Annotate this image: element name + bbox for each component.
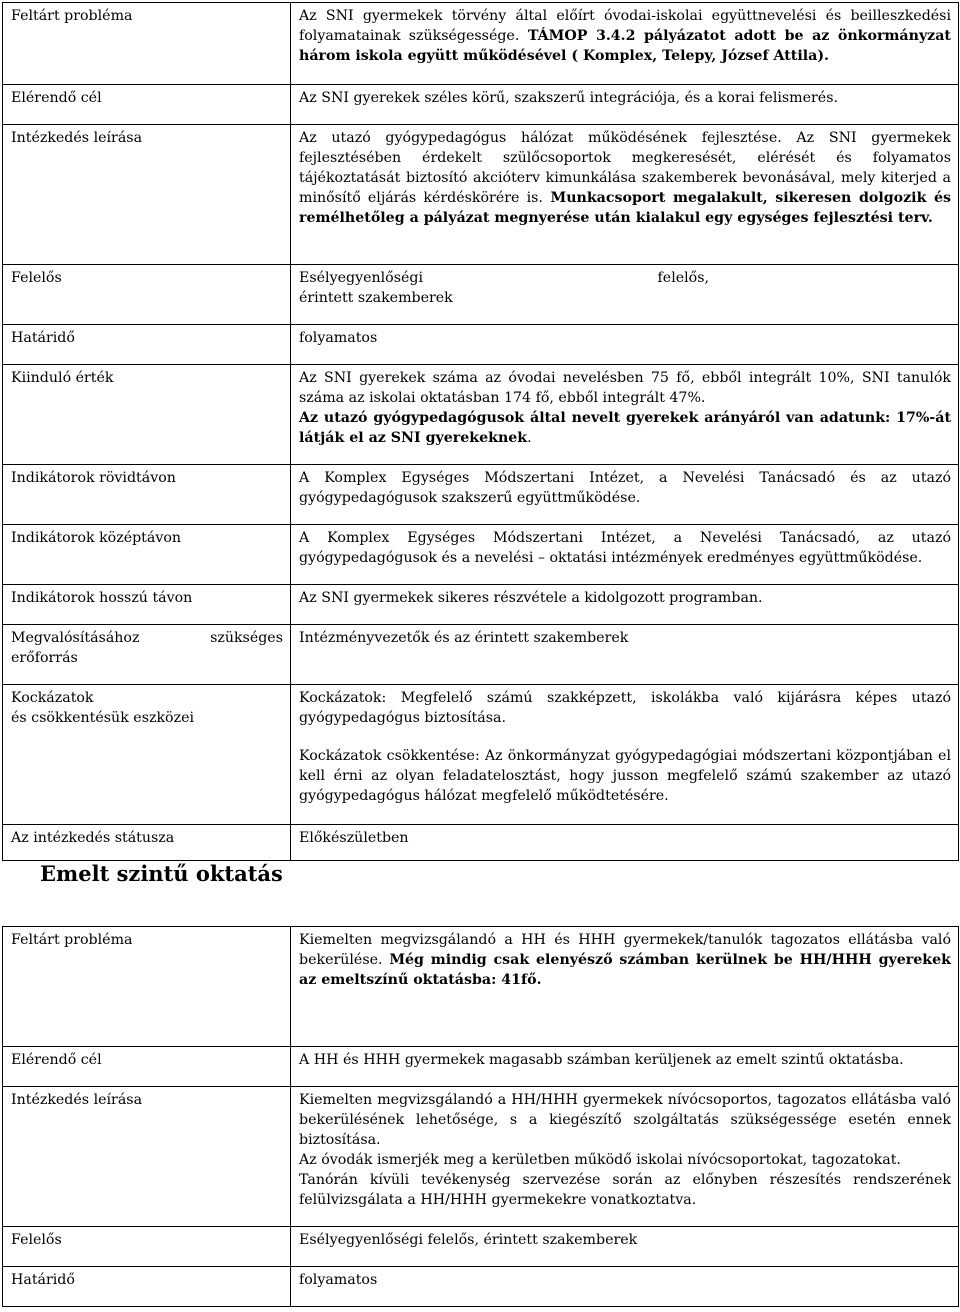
intezkedes-2-text-2: Az óvodák ismerjék meg a kerületben működő iskolai nívócsoportokat, tagozatokat.: [299, 1152, 901, 1168]
label-elerendo-cel: Elérendő cél: [3, 85, 291, 125]
value-feltart-problema-2: [291, 927, 959, 1047]
value-elerendo-cel-2: A HH és HHH gyermekek magasabb számban kerüljenek az emelt szintű oktatásba.: [291, 1047, 959, 1087]
eroforras-label-b: szükséges: [210, 630, 283, 646]
kockazatok-text-2: Kockázatok csökkentése: Az önkormányzat gyógypedagógiai módszertani központjában el kell érni az olyan feladatelosztást, hogy jusson megfelelő számú szakember az utazó gyógypedagógus hálózat megfelelő működtetésére.: [299, 748, 951, 804]
intezkedes-2-text-3: Tanórán kívüli tevékenység szervezése során az előnyben részesítés rendszerének felülvizsgálata a HH/HHH gyermekekre vonatkoztatva.: [299, 1172, 951, 1208]
row-hatarido: [3, 325, 959, 365]
label-statusz: Az intézkedés státusza: [3, 825, 291, 861]
feltart-2-bold-text: Még mindig csak elenyésző számban kerülnek be HH/HHH gyerekek az emeltszínű oktatásba: 41fő.: [299, 952, 951, 988]
felelos-part-b: felelős,: [657, 270, 709, 286]
value-indikatorok-rovidtavon: A Komplex Egységes Módszertani Intézet, a Nevelési Tanácsadó és az utazó gyógypedagógusok szakszerű együttműködése.: [291, 465, 959, 525]
row-indikatorok-hosszu-tavon: [3, 585, 959, 625]
value-kockazatok: [291, 685, 959, 825]
label-feltart-problema-2: Feltárt probléma: [3, 927, 291, 1047]
value-eroforras: Intézményvezetők és az érintett szakemberek: [291, 625, 959, 685]
measure-table-emelt: [2, 926, 959, 1307]
eroforras-label-a: Megvalósításához: [11, 630, 140, 646]
intezkedes-2-text-1: Kiemelten megvizsgálandó a HH/HHH gyermekek nívócsoportos, tagozatos ellátásba való bekerülésének lehetősége, s a kiegészítő szolgáltatás szükségessége esetén ennek biztosítása.: [299, 1092, 951, 1148]
value-hatarido-2: folyamatos: [291, 1267, 959, 1307]
kockazatok-text-1: Kockázatok: Megfelelő számú szakképzett, iskolákba való kijárásra képes utazó gyógypedagógus biztosítása.: [299, 690, 951, 726]
label-hatarido: Határidő: [3, 325, 291, 365]
section-heading: Emelt szintű oktatás: [40, 861, 283, 886]
kiindulo-bold-text: Az utazó gyógypedagógusok által nevelt gyerekek arányáról van adatunk: 17%-át látják el az SNI gyerekeknek: [299, 410, 951, 446]
label-indikatorok-rovidtavon: Indikátorok rövidtávon: [3, 465, 291, 525]
row-kockazatok: [3, 685, 959, 825]
label-kiindulo-ertek: Kiinduló érték: [3, 365, 291, 465]
row-indikatorok-koeptavon: [3, 525, 959, 585]
label-elerendo-cel-2: Elérendő cél: [3, 1047, 291, 1087]
row-felelos-2: [3, 1227, 959, 1267]
feltart-2-text: Kiemelten megvizsgálandó a HH és HHH gyermekek/tanulók tagozatos ellátásba való bekerülése.: [299, 932, 951, 968]
value-felelos: [291, 265, 959, 325]
label-felelos-2: Felelős: [3, 1227, 291, 1267]
value-elerendo-cel: Az SNI gyerekek széles körű, szakszerű integrációja, és a korai felismerés.: [291, 85, 959, 125]
row-hatarido-2: [3, 1267, 959, 1307]
value-felelos-2: Esélyegyenlőségi felelős, érintett szakemberek: [291, 1227, 959, 1267]
feltart-text: Az SNI gyermekek törvény által előírt óvodai-iskolai együttnevelési és beilleszkedési folyamatainak szükségessége.: [299, 8, 951, 44]
row-intezkedes-leirasa-2: [3, 1087, 959, 1227]
intezkedes-bold-text: Munkacsoport megalakult, sikeresen dolgozik és remélhetőleg a pályázat megnyerése után kialakul egy egységes fejlesztési terv.: [299, 190, 952, 226]
measure-table-sni: [2, 2, 959, 861]
row-feltart-problema: [3, 3, 959, 85]
label-kockazatok: [3, 685, 291, 825]
value-indikatorok-kozeptavon: A Komplex Egységes Módszertani Intézet, a Nevelési Tanácsadó, az utazó gyógypedagógusok és a nevelési – oktatási intézmények eredményes együttműködése.: [291, 525, 959, 585]
label-felelos: Felelős: [3, 265, 291, 325]
kockazatok-label-a: Kockázatok: [11, 690, 94, 706]
value-kiindulo-ertek: [291, 365, 959, 465]
row-felelos: [3, 265, 959, 325]
label-intezkedes-leirasa-2: Intézkedés leírása: [3, 1087, 291, 1227]
label-intezkedes-leirasa: Intézkedés leírása: [3, 125, 291, 265]
value-indikatorok-hosszu-tavon: Az SNI gyermekek sikeres részvétele a kidolgozott programban.: [291, 585, 959, 625]
label-indikatorok-kozeptavon: Indikátorok középtávon: [3, 525, 291, 585]
value-feltart-problema: [291, 3, 959, 85]
row-statusz: [3, 825, 959, 861]
row-elerendo-cel: [3, 85, 959, 125]
value-intezkedes-leirasa: [291, 125, 959, 265]
row-feltart-problema-2: [3, 927, 959, 1047]
label-hatarido-2: Határidő: [3, 1267, 291, 1307]
kiindulo-text: Az SNI gyerekek száma az óvodai nevelésben 75 fő, ebből integrált 10%, SNI tanulók száma az iskolai oktatásban 174 fő, ebből integrált 47%.: [299, 370, 951, 406]
row-eroforras: [3, 625, 959, 685]
label-indikatorok-hosszu-tavon: Indikátorok hosszú távon: [3, 585, 291, 625]
kiindulo-end: .: [527, 430, 532, 446]
value-hatarido: folyamatos: [291, 325, 959, 365]
felelos-part-a: Esélyegyenlőségi: [299, 270, 423, 286]
value-intezkedes-leirasa-2: [291, 1087, 959, 1227]
value-statusz: Előkészületben: [291, 825, 959, 861]
felelos-part-c: érintett szakemberek: [299, 290, 453, 306]
row-elerendo-cel-2: [3, 1047, 959, 1087]
intezkedes-text: Az utazó gyógypedagógus hálózat működésének fejlesztése. Az SNI gyermekek fejlesztésében érdekelt szülőcsoportok megkeresését, elérését és folyamatos tájékoztatását biztosító akcióterv kimunkálása szakemberek bevonásával, mely kiterjed a minősítő eljárás kérdéskörére is.: [299, 130, 951, 206]
feltart-bold-text: TÁMOP 3.4.2 pályázatot adott be az önkormányzat három iskola együtt működésével ( Komplex, Telepy, József Attila).: [299, 28, 951, 64]
label-eroforras: [3, 625, 291, 685]
row-indikatorok-rovidtavon: [3, 465, 959, 525]
eroforras-label-c: erőforrás: [11, 650, 78, 666]
row-intezkedes-leirasa: [3, 125, 959, 265]
label-feltart-problema: Feltárt probléma: [3, 3, 291, 85]
kockazatok-label-b: és csökkentésük eszközei: [11, 710, 195, 726]
row-kiindulo-ertek: [3, 365, 959, 465]
